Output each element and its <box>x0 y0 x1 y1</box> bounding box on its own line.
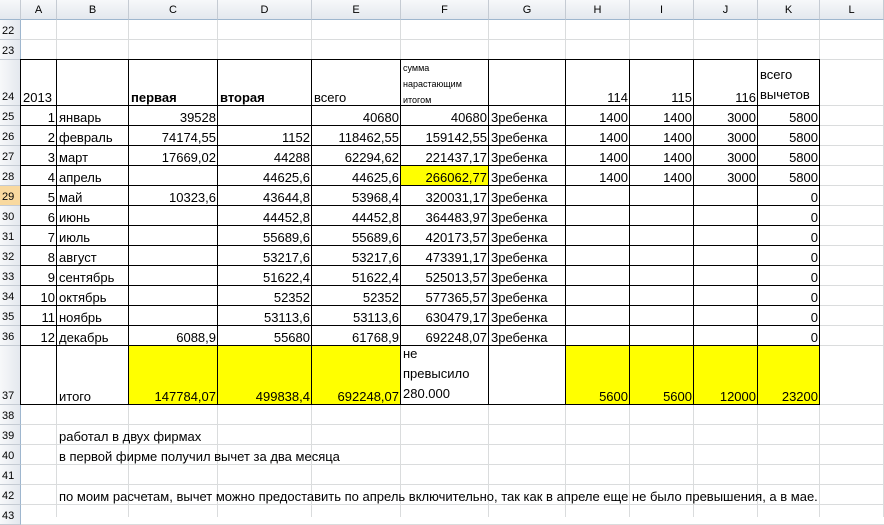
deduction-115[interactable] <box>630 306 694 326</box>
row-header-37[interactable]: 37 <box>0 346 21 405</box>
row-header-38[interactable]: 38 <box>0 405 21 425</box>
month-number[interactable]: 1 <box>47 110 55 125</box>
month-total[interactable]: 62294,62 <box>344 150 399 165</box>
deduction-114[interactable] <box>566 186 630 206</box>
select-all-corner[interactable] <box>0 0 21 20</box>
deductions-total[interactable]: 5800 <box>789 170 818 185</box>
children-count[interactable]: 3ребенка <box>491 210 548 225</box>
deductions-total[interactable]: 5800 <box>789 110 818 125</box>
month-total[interactable]: 51622,4 <box>352 270 399 285</box>
second-employer-value[interactable]: 44452,8 <box>263 210 310 225</box>
cumulative-total[interactable]: 266062,77 <box>425 170 487 185</box>
month-name[interactable]: август <box>59 250 97 265</box>
totals-second[interactable]: 499838,4 <box>255 389 310 404</box>
children-count[interactable]: 3ребенка <box>491 290 548 305</box>
deduction-116[interactable]: 3000 <box>727 170 756 185</box>
totals-label[interactable]: итого <box>59 389 91 404</box>
deduction-116[interactable] <box>694 186 758 206</box>
second-employer-value[interactable] <box>218 106 312 126</box>
deduction-114[interactable] <box>566 226 630 246</box>
row-header-33[interactable]: 33 <box>0 266 21 286</box>
deduction-115[interactable]: 1400 <box>663 130 692 145</box>
column-header-h[interactable]: H <box>566 0 630 20</box>
deduction-115[interactable] <box>630 286 694 306</box>
month-total[interactable]: 53113,6 <box>352 310 399 325</box>
row-header-31[interactable]: 31 <box>0 226 21 246</box>
column-header-a[interactable]: A <box>21 0 57 20</box>
deduction-115[interactable] <box>630 326 694 346</box>
row-header-40[interactable]: 40 <box>0 445 21 465</box>
header-first[interactable]: первая <box>131 90 177 105</box>
row-header-23[interactable]: 23 <box>0 40 21 60</box>
deduction-114[interactable]: 1400 <box>599 150 628 165</box>
second-employer-value[interactable]: 44625,6 <box>263 170 310 185</box>
children-count[interactable]: 3ребенка <box>491 330 548 345</box>
month-number[interactable]: 5 <box>47 190 55 205</box>
row-header-28[interactable]: 28 <box>0 166 21 186</box>
first-employer-value[interactable] <box>129 166 218 186</box>
deduction-115[interactable] <box>630 226 694 246</box>
row-header-34[interactable]: 34 <box>0 286 21 306</box>
deduction-116[interactable]: 3000 <box>727 150 756 165</box>
second-employer-value[interactable]: 51622,4 <box>263 270 310 285</box>
month-name[interactable]: февраль <box>59 130 113 145</box>
header-total[interactable]: всего <box>314 90 347 105</box>
month-number[interactable]: 12 <box>40 330 55 345</box>
month-name[interactable]: декабрь <box>59 330 109 345</box>
second-employer-value[interactable]: 55689,6 <box>263 230 310 245</box>
month-number[interactable]: 7 <box>47 230 55 245</box>
month-total[interactable]: 44452,8 <box>352 210 399 225</box>
deductions-total[interactable]: 0 <box>810 190 818 205</box>
month-number[interactable]: 2 <box>47 130 55 145</box>
row-header-42[interactable]: 42 <box>0 485 21 505</box>
deductions-total[interactable]: 0 <box>810 270 818 285</box>
column-header-f[interactable]: F <box>401 0 489 20</box>
column-header-l[interactable]: L <box>820 0 884 20</box>
cumulative-total[interactable]: 525013,57 <box>425 270 487 285</box>
cumulative-total[interactable]: 221437,17 <box>425 150 487 165</box>
deduction-116[interactable] <box>694 226 758 246</box>
first-employer-value[interactable] <box>129 266 218 286</box>
month-number[interactable]: 3 <box>47 150 55 165</box>
column-header-k[interactable]: K <box>758 0 820 20</box>
row-header-30[interactable]: 30 <box>0 206 21 226</box>
row-header-32[interactable]: 32 <box>0 246 21 266</box>
totals-deductions[interactable]: 23200 <box>781 389 818 404</box>
second-employer-value[interactable]: 44288 <box>273 150 310 165</box>
header-year[interactable]: 2013 <box>23 90 52 105</box>
children-count[interactable]: 3ребенка <box>491 310 548 325</box>
deductions-total[interactable]: 0 <box>810 210 818 225</box>
cumulative-total[interactable]: 630479,17 <box>425 310 487 325</box>
children-count[interactable]: 3ребенка <box>491 130 548 145</box>
month-total[interactable]: 61768,9 <box>352 330 399 345</box>
row-header-29[interactable]: 29 <box>0 186 21 206</box>
month-name[interactable]: июнь <box>59 210 90 225</box>
deductions-total[interactable]: 5800 <box>789 130 818 145</box>
children-count[interactable]: 3ребенка <box>491 230 548 245</box>
column-header-i[interactable]: I <box>630 0 694 20</box>
first-employer-value[interactable] <box>129 226 218 246</box>
deduction-115[interactable] <box>630 266 694 286</box>
deduction-114[interactable] <box>566 206 630 226</box>
children-count[interactable]: 3ребенка <box>491 110 548 125</box>
month-number[interactable]: 8 <box>47 250 55 265</box>
deduction-116[interactable] <box>694 306 758 326</box>
note-calculation-conclusion[interactable]: по моим расчетам, вычет можно предоставить по апрель включительно, так как в апреле еще не было превышения, а в мае. <box>59 489 818 504</box>
cumulative-total[interactable]: 473391,17 <box>425 250 487 265</box>
totals-all[interactable]: 692248,07 <box>337 389 399 404</box>
deduction-115[interactable]: 1400 <box>663 110 692 125</box>
deduction-116[interactable] <box>694 286 758 306</box>
deduction-115[interactable] <box>630 186 694 206</box>
month-name[interactable]: сентябрь <box>59 270 115 285</box>
deductions-total[interactable]: 0 <box>810 310 818 325</box>
totals-first[interactable]: 147784,07 <box>154 389 216 404</box>
deduction-114[interactable] <box>566 306 630 326</box>
month-total[interactable]: 53217,6 <box>352 250 399 265</box>
cumulative-total[interactable]: 364483,97 <box>425 210 487 225</box>
cumulative-total[interactable]: 320031,17 <box>425 190 487 205</box>
header-cumulative[interactable]: сумма нарастающим итогом <box>403 63 462 105</box>
first-employer-value[interactable] <box>129 306 218 326</box>
cumulative-total[interactable]: 159142,55 <box>425 130 487 145</box>
cumulative-total[interactable]: 692248,07 <box>425 330 487 345</box>
month-total[interactable]: 52352 <box>362 290 399 305</box>
children-count[interactable]: 3ребенка <box>491 150 548 165</box>
header-second[interactable]: вторая <box>220 90 265 105</box>
deductions-total[interactable]: 5800 <box>789 150 818 165</box>
first-employer-value[interactable]: 17669,02 <box>161 150 216 165</box>
month-number[interactable]: 10 <box>40 290 55 305</box>
column-header-j[interactable]: J <box>694 0 758 20</box>
month-total[interactable]: 118462,55 <box>338 130 399 145</box>
month-name[interactable]: апрель <box>59 170 102 185</box>
cumulative-total[interactable]: 420173,57 <box>425 230 487 245</box>
first-employer-value[interactable]: 39528 <box>179 110 216 125</box>
deduction-114[interactable] <box>566 286 630 306</box>
header-116[interactable]: 116 <box>735 90 756 105</box>
row-header-41[interactable]: 41 <box>0 465 21 485</box>
row-header-22[interactable]: 22 <box>0 20 21 40</box>
month-name[interactable]: ноябрь <box>59 310 102 325</box>
month-total[interactable]: 55689,6 <box>352 230 399 245</box>
month-number[interactable]: 6 <box>47 210 55 225</box>
deduction-116[interactable] <box>694 326 758 346</box>
totals-116[interactable]: 12000 <box>719 389 756 404</box>
first-employer-value[interactable] <box>129 286 218 306</box>
deduction-116[interactable]: 3000 <box>727 130 756 145</box>
row-header-24[interactable]: 24 <box>0 60 21 106</box>
deduction-114[interactable] <box>566 246 630 266</box>
deduction-114[interactable]: 1400 <box>599 170 628 185</box>
row-header-43[interactable]: 43 <box>0 505 21 525</box>
deduction-115[interactable]: 1400 <box>663 170 692 185</box>
second-employer-value[interactable]: 52352 <box>273 290 310 305</box>
deductions-total[interactable]: 0 <box>810 250 818 265</box>
first-employer-value[interactable]: 74174,55 <box>161 130 216 145</box>
column-header-e[interactable]: E <box>312 0 401 20</box>
deduction-114[interactable] <box>566 266 630 286</box>
month-number[interactable]: 11 <box>41 310 55 325</box>
second-employer-value[interactable]: 55680 <box>273 330 310 345</box>
children-count[interactable]: 3ребенка <box>491 170 548 185</box>
cumulative-total[interactable]: 40680 <box>450 110 487 125</box>
deduction-115[interactable] <box>630 246 694 266</box>
first-employer-value[interactable]: 6088,9 <box>176 330 216 345</box>
month-total[interactable]: 53968,4 <box>352 190 399 205</box>
row-header-27[interactable]: 27 <box>0 146 21 166</box>
row-header-36[interactable]: 36 <box>0 326 21 346</box>
month-total[interactable]: 44625,6 <box>352 170 399 185</box>
header-total-deductions[interactable]: всего вычетов <box>760 67 810 102</box>
note-two-employers[interactable]: работал в двух фирмах <box>59 429 202 444</box>
column-header-g[interactable]: G <box>489 0 566 20</box>
month-name[interactable]: июль <box>59 230 91 245</box>
note-first-employer-deduction[interactable]: в первой фирме получил вычет за два месяца <box>59 449 340 464</box>
active-cell-cursor <box>20 185 57 206</box>
deduction-115[interactable]: 1400 <box>663 150 692 165</box>
deduction-115[interactable] <box>630 206 694 226</box>
deduction-116[interactable] <box>694 206 758 226</box>
gridline-horizontal <box>21 39 884 40</box>
deductions-total[interactable]: 0 <box>810 290 818 305</box>
column-header-c[interactable]: C <box>129 0 218 20</box>
totals-115[interactable]: 5600 <box>663 389 692 404</box>
deduction-116[interactable]: 3000 <box>727 110 756 125</box>
cumulative-total[interactable]: 577365,57 <box>425 290 487 305</box>
header-114[interactable]: 114 <box>607 90 628 105</box>
deduction-114[interactable]: 1400 <box>599 110 628 125</box>
deductions-total[interactable]: 0 <box>810 230 818 245</box>
first-employer-value[interactable] <box>129 246 218 266</box>
deduction-114[interactable] <box>566 326 630 346</box>
month-name[interactable]: октябрь <box>59 290 107 305</box>
children-count[interactable]: 3ребенка <box>491 190 548 205</box>
month-number[interactable]: 9 <box>47 270 55 285</box>
column-header-d[interactable]: D <box>218 0 312 20</box>
month-name[interactable]: январь <box>59 110 102 125</box>
month-name[interactable]: март <box>59 150 89 165</box>
deduction-116[interactable] <box>694 266 758 286</box>
row-header-26[interactable]: 26 <box>0 126 21 146</box>
totals-114[interactable]: 5600 <box>599 389 628 404</box>
row-header-35[interactable]: 35 <box>0 306 21 326</box>
row-header-25[interactable]: 25 <box>0 106 21 126</box>
second-employer-value[interactable]: 53217,6 <box>263 250 310 265</box>
first-employer-value[interactable] <box>129 206 218 226</box>
deductions-total[interactable]: 0 <box>810 330 818 345</box>
children-count[interactable]: 3ребенка <box>491 270 548 285</box>
month-total[interactable]: 40680 <box>362 110 399 125</box>
month-name[interactable]: май <box>59 190 83 205</box>
deduction-114[interactable]: 1400 <box>599 130 628 145</box>
totals-note[interactable]: не превысило 280.000 <box>403 346 470 401</box>
second-employer-value[interactable]: 43644,8 <box>263 190 310 205</box>
header-115[interactable]: 115 <box>671 90 692 105</box>
deduction-116[interactable] <box>694 246 758 266</box>
month-number[interactable]: 4 <box>47 170 55 185</box>
children-count[interactable]: 3ребенка <box>491 250 548 265</box>
second-employer-value[interactable]: 53113,6 <box>263 310 310 325</box>
first-employer-value[interactable]: 10323,6 <box>169 190 216 205</box>
second-employer-value[interactable]: 1152 <box>282 130 310 145</box>
row-header-39[interactable]: 39 <box>0 425 21 445</box>
column-header-b[interactable]: B <box>57 0 129 20</box>
